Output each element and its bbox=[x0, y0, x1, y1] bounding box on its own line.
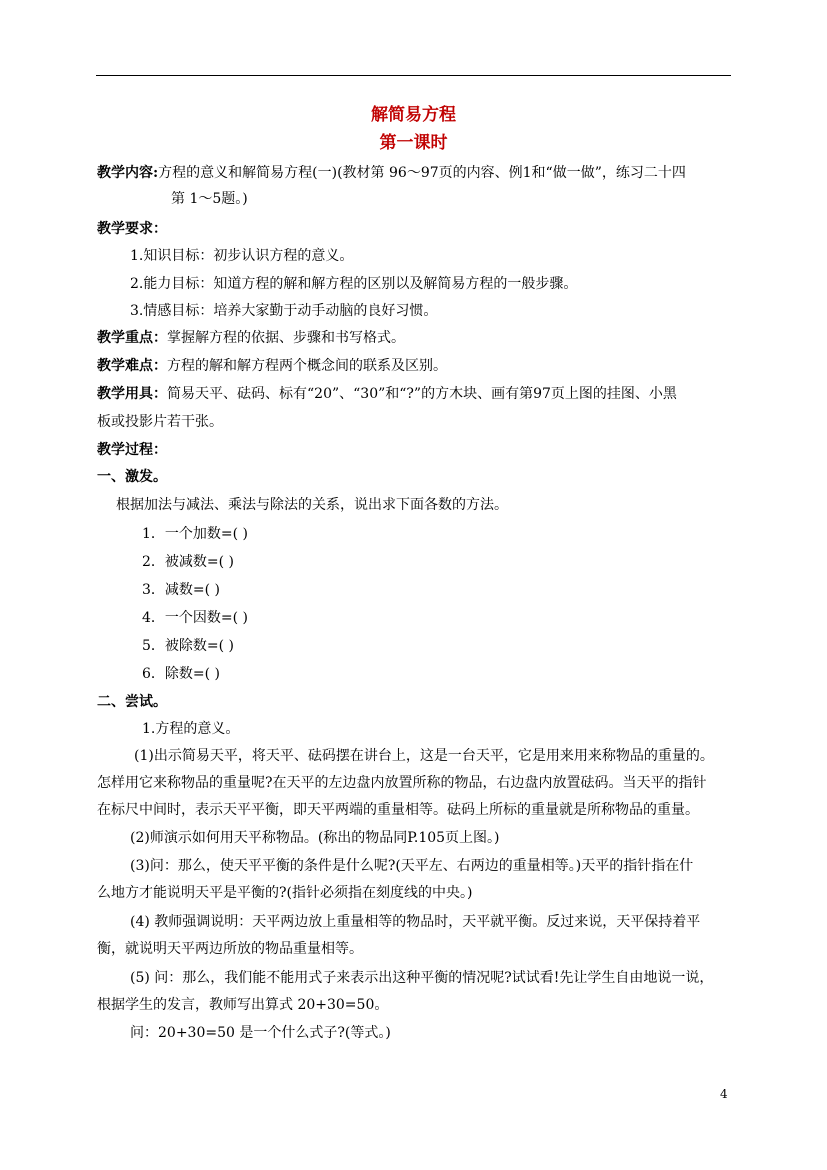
teaching-tools-text: 简易天平、砝码、标有“20”、“30”和“?”的方木块、画有第97页上图的挂图、小黑 bbox=[167, 386, 677, 402]
document-title: 解简易方程 bbox=[371, 105, 456, 125]
list-item: 1．一个加数=( ) bbox=[142, 526, 249, 542]
paragraph-1-line-2: 怎样用它来称物品的重量呢?在天平的左边盘内放置所称的物品，右边盘内放置砝码。当天平的指针 bbox=[97, 775, 707, 791]
paragraph-4-line-2: 衡，就说明天平两边所放的物品重量相等。 bbox=[97, 941, 363, 957]
teaching-tools-cont: 板或投影片若干张。 bbox=[97, 414, 223, 430]
difficult-points-label: 教学难点： bbox=[97, 358, 167, 374]
list-item: 3．减数=( ) bbox=[142, 582, 221, 598]
teaching-content-label: 教学内容: bbox=[97, 165, 159, 181]
paragraph-3-line-2: 么地方才能说明天平是平衡的?(指针必须指在刻度线的中央。) bbox=[97, 885, 473, 901]
teaching-content bbox=[97, 163, 686, 183]
header-rule bbox=[96, 75, 731, 76]
teaching-content-cont: 第 1～5题。) bbox=[171, 191, 248, 207]
list-item: 5．被除数=( ) bbox=[142, 638, 235, 654]
teaching-tools-label: 教学用具： bbox=[97, 386, 167, 402]
page-number: 4 bbox=[720, 1087, 728, 1101]
difficult-points-text: 方程的解和解方程两个概念间的联系及区别。 bbox=[167, 358, 447, 374]
teaching-content-text: 方程的意义和解简易方程(一)(教材第 96～97页的内容、例1和“做一做”，练习二十四 bbox=[158, 165, 686, 181]
document-subtitle: 第一课时 bbox=[379, 133, 448, 153]
section-1-heading: 一、激发。 bbox=[97, 469, 167, 485]
requirements-label: 教学要求： bbox=[97, 221, 167, 237]
list-item: 6．除数=( ) bbox=[142, 666, 221, 682]
paragraph-1-line-3: 在标尺中间时，表示天平平衡，即天平两端的重量相等。砝码上所标的重量就是所称物品的重量。 bbox=[97, 802, 699, 818]
difficult-points bbox=[97, 356, 447, 376]
paragraph-5-line-1: (5) 问：那么，我们能不能用式子来表示出这种平衡的情况呢?试试看!先让学生自由地说一说， bbox=[130, 970, 714, 986]
paragraph-5-line-2: 根据学生的发言，教师写出算式 20+30=50。 bbox=[97, 997, 389, 1013]
teaching-tools bbox=[97, 384, 677, 404]
key-points bbox=[97, 328, 405, 348]
section-2-heading: 二、尝试。 bbox=[97, 694, 167, 710]
list-item: 4．一个因数=( ) bbox=[142, 610, 249, 626]
paragraph-1-line-1: (1)出示简易天平，将天平、砝码摆在讲台上，这是一台天平，它是用来用来称物品的重量的。 bbox=[134, 748, 714, 764]
requirement-3: 3.情感目标：培养大家勤于动手动脑的良好习惯。 bbox=[130, 303, 438, 319]
list-item: 2．被减数=( ) bbox=[142, 554, 235, 570]
paragraph-4-line-1: (4) 教师强调说明：天平两边放上重量相等的物品时，天平就平衡。反过来说，天平保持着平 bbox=[130, 914, 701, 930]
section-1-intro: 根据加法与减法、乘法与除法的关系，说出求下面各数的方法。 bbox=[116, 497, 508, 513]
section-2-subheading: 1.方程的意义。 bbox=[142, 721, 240, 737]
key-points-label: 教学重点： bbox=[97, 330, 167, 346]
requirement-1: 1.知识目标：初步认识方程的意义。 bbox=[130, 248, 354, 264]
paragraph-6: 问：20+30=50 是一个什么式子?(等式。) bbox=[130, 1025, 391, 1041]
paragraph-3-line-1: (3)问：那么，使天平平衡的条件是什么呢?(天平左、右两边的重量相等。)天平的指针指在什 bbox=[130, 858, 694, 874]
paragraph-2: (2)师演示如何用天平称物品。(称出的物品同P.105页上图。) bbox=[130, 830, 500, 846]
key-points-text: 掌握解方程的依据、步骤和书写格式。 bbox=[167, 330, 405, 346]
process-label: 教学过程： bbox=[97, 442, 167, 458]
requirement-2: 2.能力目标：知道方程的解和解方程的区别以及解简易方程的一般步骤。 bbox=[130, 276, 578, 292]
